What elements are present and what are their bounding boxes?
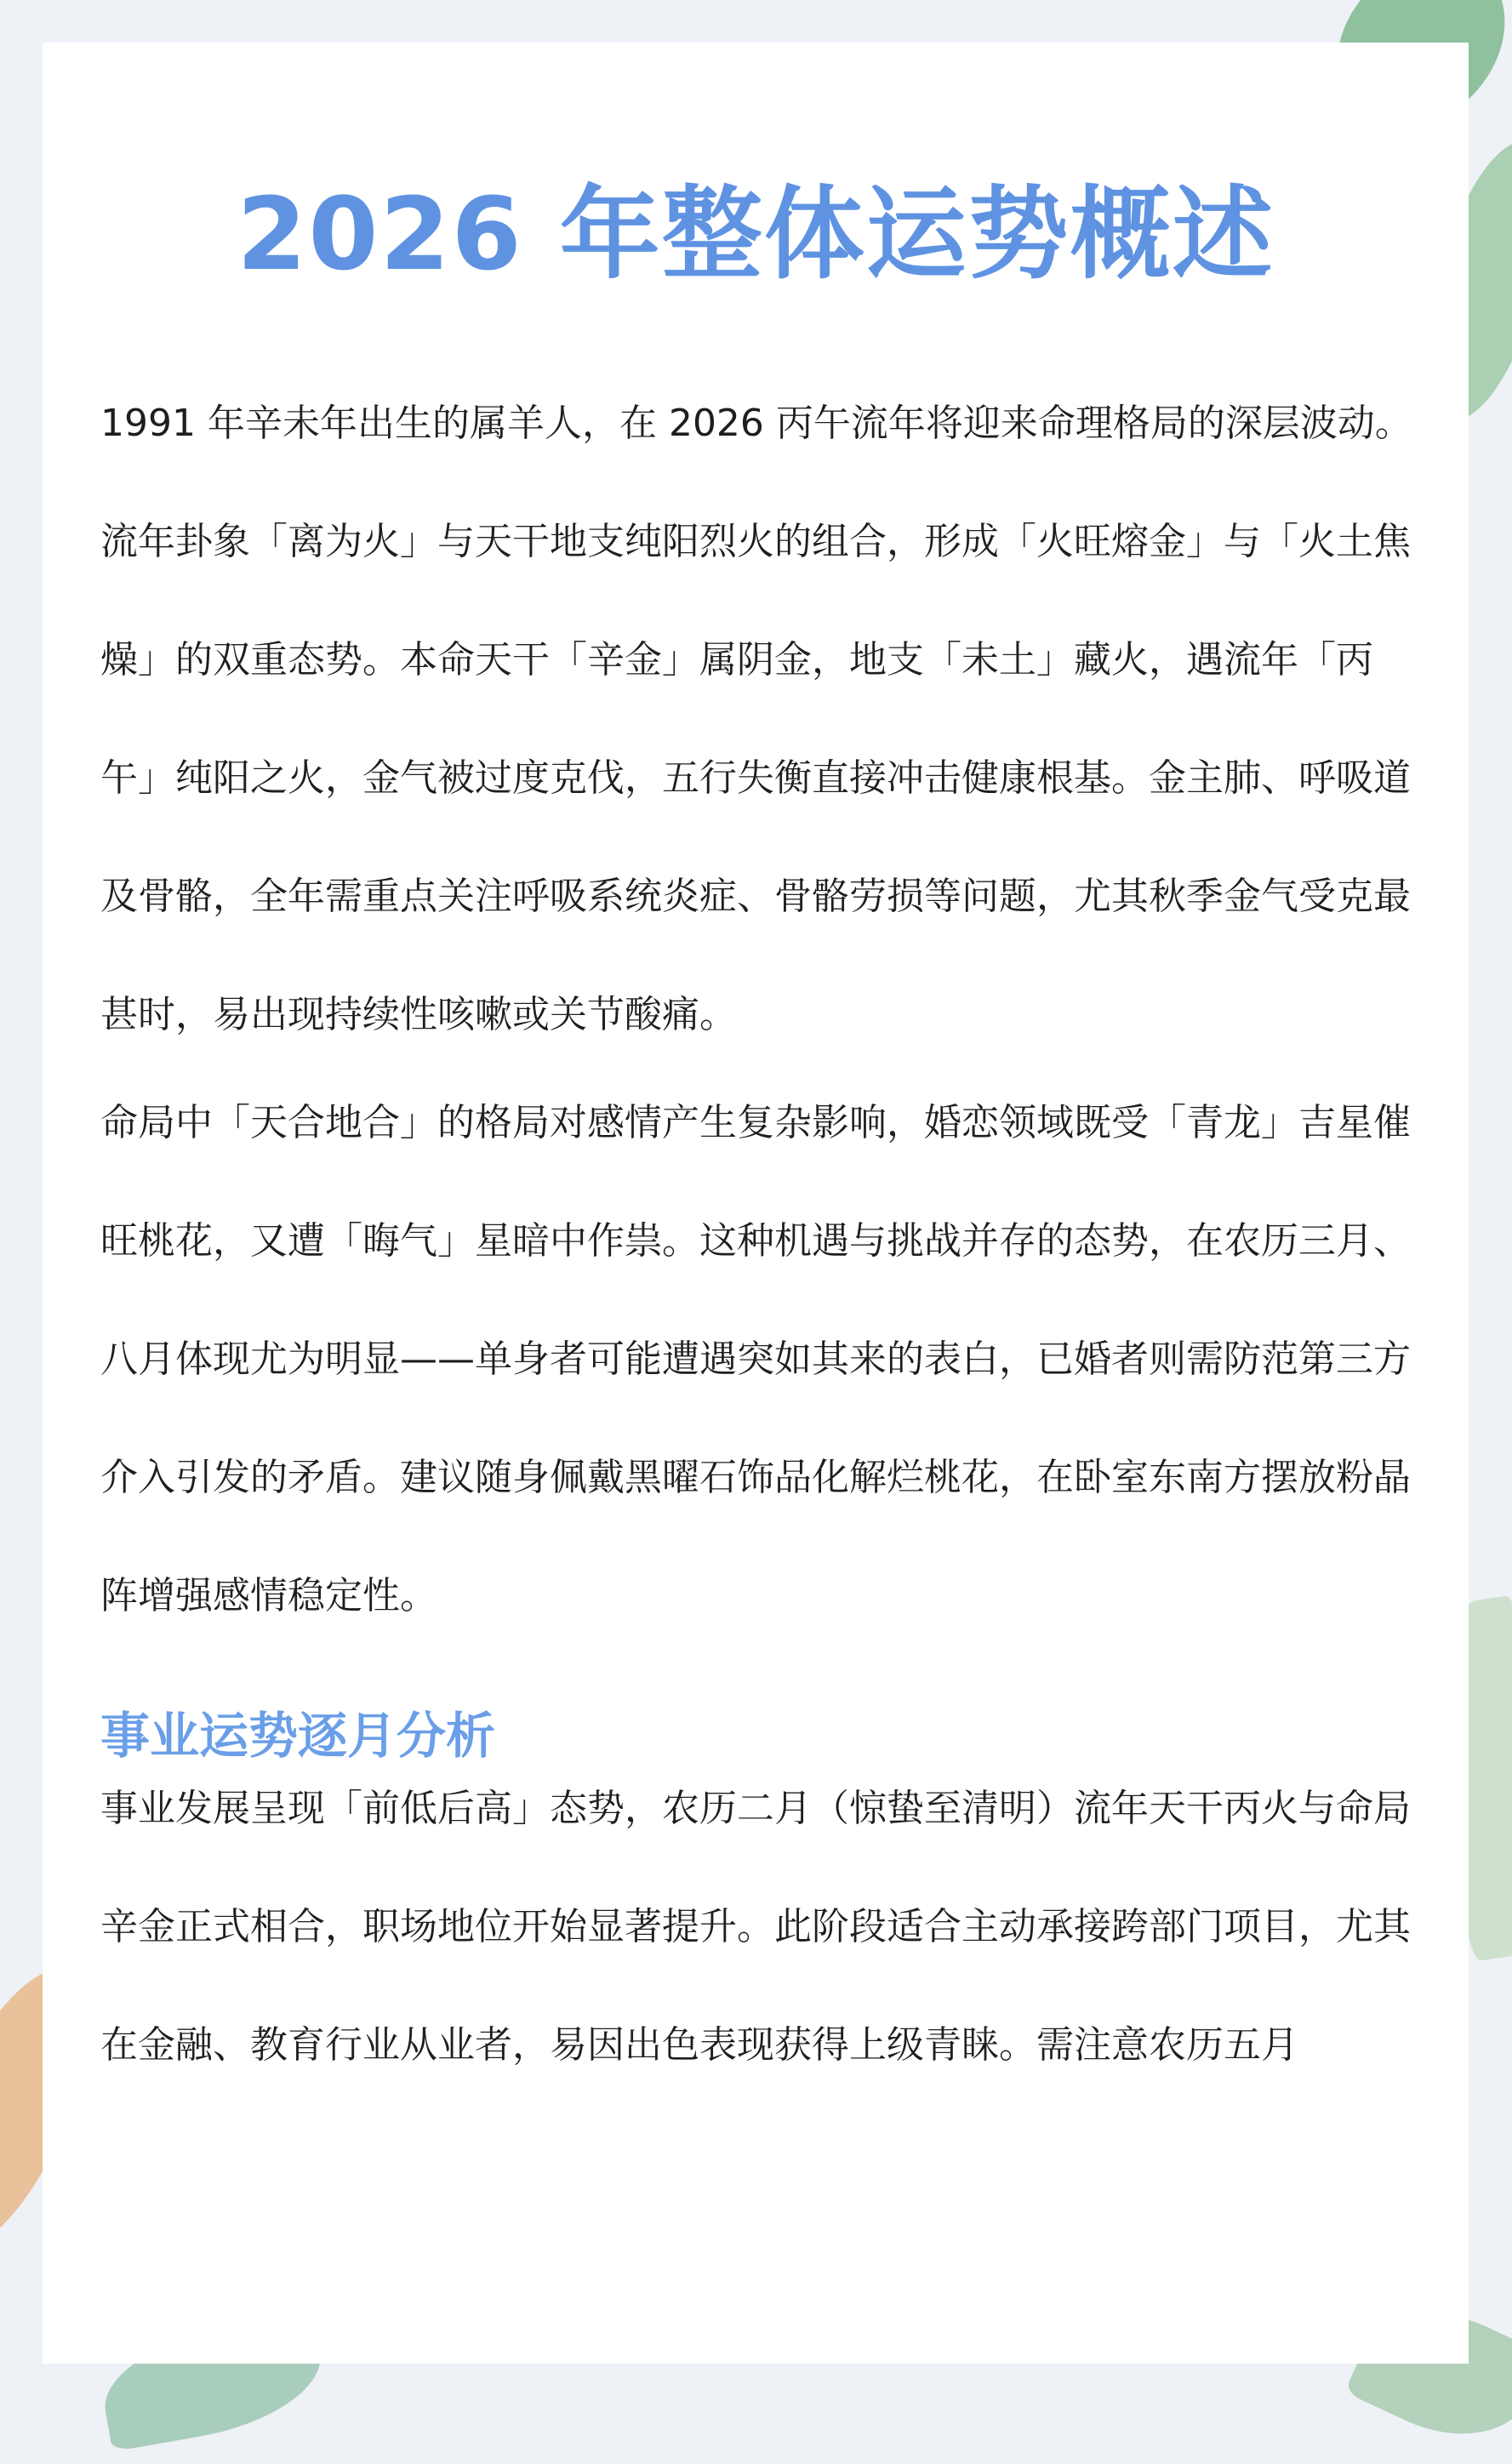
overview-paragraph: 1991 年辛未年出生的属羊人，在 2026 丙午流年将迎来命理格局的深层波动。流年卦象「离为火」与天干地支纯阳烈火的组合，形成「火旺熔金」与「火土焦燥」的双重态势。本命天干「辛金」属阴金，地支「未土」藏火，遇流年「丙午」纯阳之火，金气被过度克伐，五行失衡直接冲击健康根基。金主肺、呼吸道及骨骼，全年需重点关注呼吸系统炎症、骨骼劳损等问题，尤其秋季金气受克最甚时，易出现持续性咳嗽或关节酸痛。	[100, 402, 1412, 1036]
page-title: 2026 年整体运势概述	[237, 175, 1275, 293]
career-paragraph: 事业发展呈现「前低后高」态势，农历二月（惊蛰至清明）流年天干丙火与命局辛金正式相合，职场地位开始显著提升。此阶段适合主动承接跨部门项目，尤其在金融、教育行业从业者，易因出色表现获得上级青睐。需注意农历五月	[100, 1787, 1411, 2067]
content-card	[43, 43, 1469, 2364]
section-heading: 事业运势逐月分析	[100, 1707, 496, 1765]
relationship-paragraph: 命局中「天合地合」的格局对感情产生复杂影响，婚恋领域既受「青龙」吉星催旺桃花，又遭「晦气」星暗中作祟。这种机遇与挑战并存的态势，在农历三月、八月体现尤为明显——单身者可能遭遇突如其来的表白，已婚者则需防范第三方介入引发的矛盾。建议随身佩戴黑曜石饰品化解烂桃花，在卧室东南方摆放粉晶阵增强感情稳定性。	[100, 1101, 1411, 1617]
